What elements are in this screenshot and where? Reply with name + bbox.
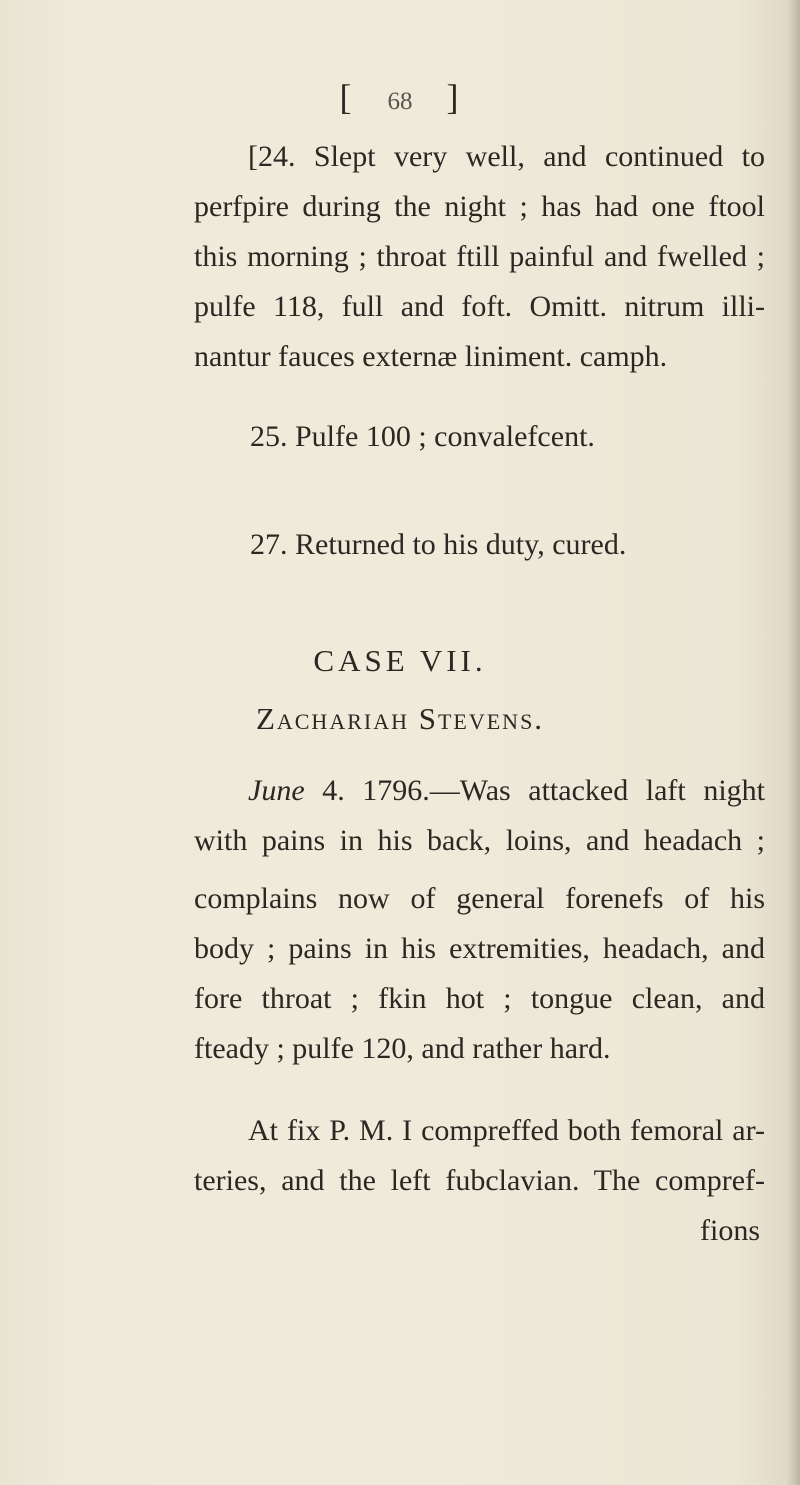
page-edge-shadow [786, 0, 800, 1485]
patient-name-text: Zachariah Stevens. [255, 701, 545, 736]
june-entry-line-2: with pains in his back, loins, and headach ; [194, 824, 765, 857]
june-entry-line-3: complains now of general forenefs of his [194, 882, 765, 915]
june-entry-line-6: fteady ; pulfe 120, and rather hard. [194, 1032, 611, 1065]
page-header [0, 76, 800, 118]
case-heading: CASE VII. [313, 643, 487, 678]
header-open-bracket: [ [339, 77, 354, 117]
june-entry-line-4: body ; pains in his extremities, headach, and [194, 932, 765, 965]
entry-24-line-3: this morning ; throat ftill painful and fwelled ; [194, 240, 765, 273]
entry-24-line-5: nantur fauces externæ liniment. camph. [194, 340, 668, 373]
june-entry-line-5: fore throat ; fkin hot ; tongue clean, and [194, 982, 765, 1015]
date-label: June [248, 774, 305, 807]
header-close-bracket: ] [446, 77, 461, 117]
compression-line-2: teries, and the left fubclavian. The compref- [194, 1164, 765, 1197]
entry-27: 27. Returned to his duty, cured. [250, 528, 627, 561]
patient-name [0, 700, 800, 738]
entry-25: 25. Pulfe 100 ; convalefcent. [250, 420, 595, 453]
june-entry-line-1 [248, 772, 765, 810]
compression-line-1: At fix P. M. I compreffed both femoral ar- [248, 1114, 765, 1147]
june-entry-line-1-rest: 4. 1796.—Was attacked laft night [304, 774, 765, 807]
entry-24-line-2: perfpire during the night ; has had one ftool [194, 190, 765, 223]
catchword: fions [700, 1214, 760, 1247]
entry-24-line-4: pulfe 118, full and foft. Omitt. nitrum illi- [194, 290, 765, 323]
page-number: 68 [387, 88, 413, 115]
entry-24-line-1: [24. Slept very well, and continued to [248, 140, 765, 173]
